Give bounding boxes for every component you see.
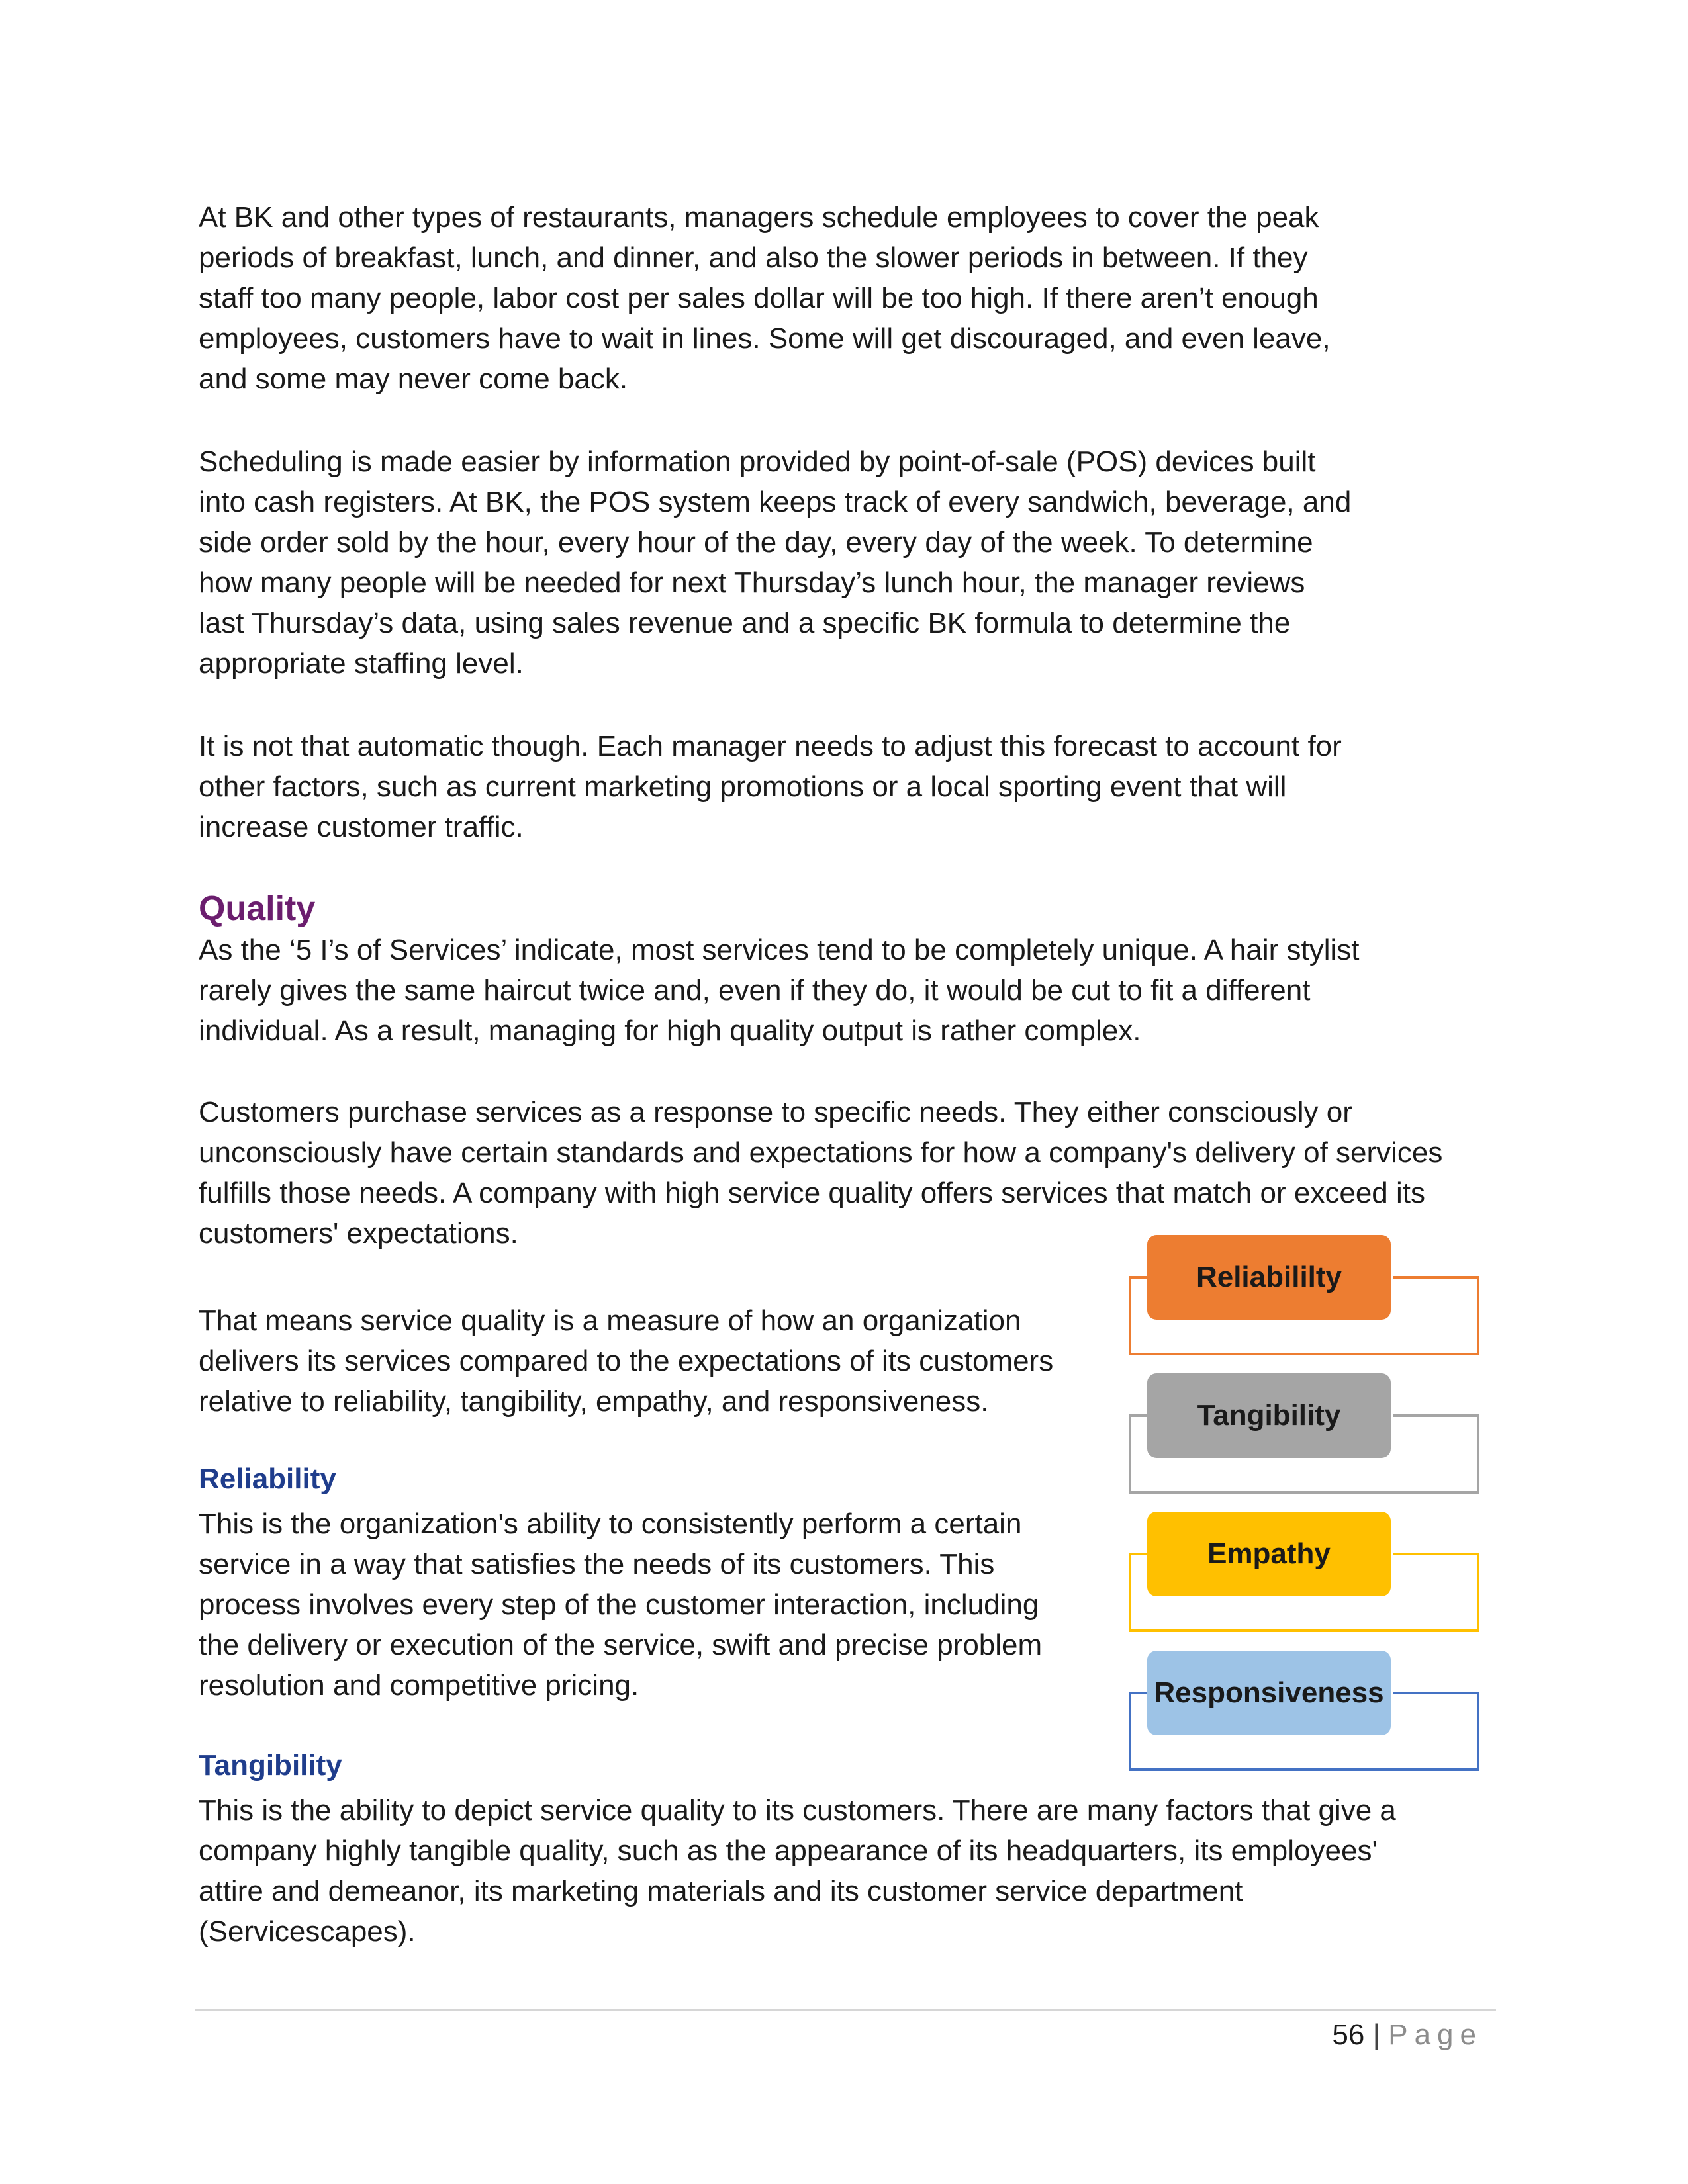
connector-line — [1393, 1276, 1479, 1279]
subheading-reliability: Reliability — [199, 1463, 336, 1495]
text-line: periods of breakfast, lunch, and dinner, and also the slower periods in between. If they — [199, 242, 1308, 274]
text-line: last Thursday’s data, using sales revenue and a specific BK formula to determine the — [199, 607, 1291, 639]
paragraph-reliability — [199, 1504, 1042, 1706]
text-line: Customers purchase services as a response to specific needs. They either consciously or — [199, 1096, 1352, 1128]
dimension-box-tangibility — [1147, 1373, 1391, 1458]
dimension-label: Tangibility — [1197, 1399, 1341, 1432]
text-line: service in a way that satisfies the needs of its customers. This — [199, 1548, 995, 1580]
paragraph-service-quality-measure — [199, 1300, 1053, 1422]
text-line: This is the organization's ability to consistently perform a certain — [199, 1508, 1022, 1540]
text-line: side order sold by the hour, every hour of the day, every day of the week. To determine — [199, 526, 1313, 559]
paragraph-customer-needs — [199, 1092, 1442, 1253]
subheading-tangibility: Tangibility — [199, 1749, 342, 1782]
text-line: At BK and other types of restaurants, managers schedule employees to cover the peak — [199, 201, 1319, 234]
text-line: (Servicescapes). — [199, 1915, 416, 1948]
dimension-label: Reliabililty — [1196, 1261, 1342, 1293]
section-heading-quality: Quality — [199, 889, 316, 928]
footer-separator: | — [1372, 2019, 1380, 2051]
dimension-label: Empathy — [1207, 1537, 1331, 1570]
text-line: and some may never come back. — [199, 363, 628, 395]
text-line: employees, customers have to wait in lines. Some will get discouraged, and even leave, — [199, 322, 1331, 355]
text-line: As the ‘5 I’s of Services’ indicate, most services tend to be completely unique. A hair stylist — [199, 934, 1360, 966]
paragraph-scheduling — [199, 441, 1351, 684]
text-line: resolution and competitive pricing. — [199, 1669, 639, 1702]
page-number: 56 — [1332, 2019, 1365, 2051]
connector-line — [1393, 1414, 1479, 1417]
page-label: Page — [1388, 2019, 1483, 2051]
dimension-box-reliability — [1147, 1235, 1391, 1320]
text-line: Scheduling is made easier by information provided by point-of-sale (POS) devices built — [199, 445, 1316, 478]
dimension-box-empathy — [1147, 1512, 1391, 1596]
text-line: unconsciously have certain standards and expectations for how a company's delivery of services — [199, 1136, 1443, 1169]
paragraph-staffing — [199, 197, 1331, 399]
text-line: process involves every step of the customer interaction, including — [199, 1588, 1039, 1621]
text-line: delivers its services compared to the expectations of its customers — [199, 1345, 1054, 1377]
text-line: That means service quality is a measure of how an organization — [199, 1304, 1021, 1337]
connector-line — [1393, 1692, 1479, 1694]
text-line: relative to reliability, tangibility, empathy, and responsiveness. — [199, 1385, 989, 1418]
text-line: This is the ability to depict service quality to its customers. There are many factors that give a — [199, 1794, 1396, 1827]
footer-divider — [195, 2009, 1496, 2011]
text-line: staff too many people, labor cost per sales dollar will be too high. If there aren’t enough — [199, 282, 1319, 314]
text-line: other factors, such as current marketing promotions or a local sporting event that will — [199, 770, 1287, 803]
text-line: It is not that automatic though. Each manager needs to adjust this forecast to account for — [199, 730, 1342, 762]
text-line: how many people will be needed for next Thursday’s lunch hour, the manager reviews — [199, 567, 1305, 599]
text-line: rarely gives the same haircut twice and, even if they do, it would be cut to fit a different — [199, 974, 1311, 1007]
dimension-box-responsiveness — [1147, 1651, 1391, 1735]
text-line: fulfills those needs. A company with high service quality offers services that match or exceed its — [199, 1177, 1425, 1209]
text-line: the delivery or execution of the service, swift and precise problem — [199, 1629, 1043, 1661]
connector-line — [1393, 1553, 1479, 1555]
text-line: company highly tangible quality, such as the appearance of its headquarters, its employees' — [199, 1835, 1378, 1867]
text-line: into cash registers. At BK, the POS system keeps track of every sandwich, beverage, and — [199, 486, 1352, 518]
page-footer — [1332, 2019, 1483, 2052]
text-line: individual. As a result, managing for high quality output is rather complex. — [199, 1015, 1141, 1047]
dimension-label: Responsiveness — [1154, 1676, 1384, 1709]
text-line: appropriate staffing level. — [199, 647, 524, 680]
paragraph-forecast — [199, 726, 1342, 847]
paragraph-tangibility — [199, 1790, 1396, 1952]
text-line: attire and demeanor, its marketing materials and its customer service department — [199, 1875, 1243, 1907]
text-line: increase customer traffic. — [199, 811, 524, 843]
paragraph-quality-intro — [199, 930, 1360, 1051]
text-line: customers' expectations. — [199, 1217, 518, 1250]
